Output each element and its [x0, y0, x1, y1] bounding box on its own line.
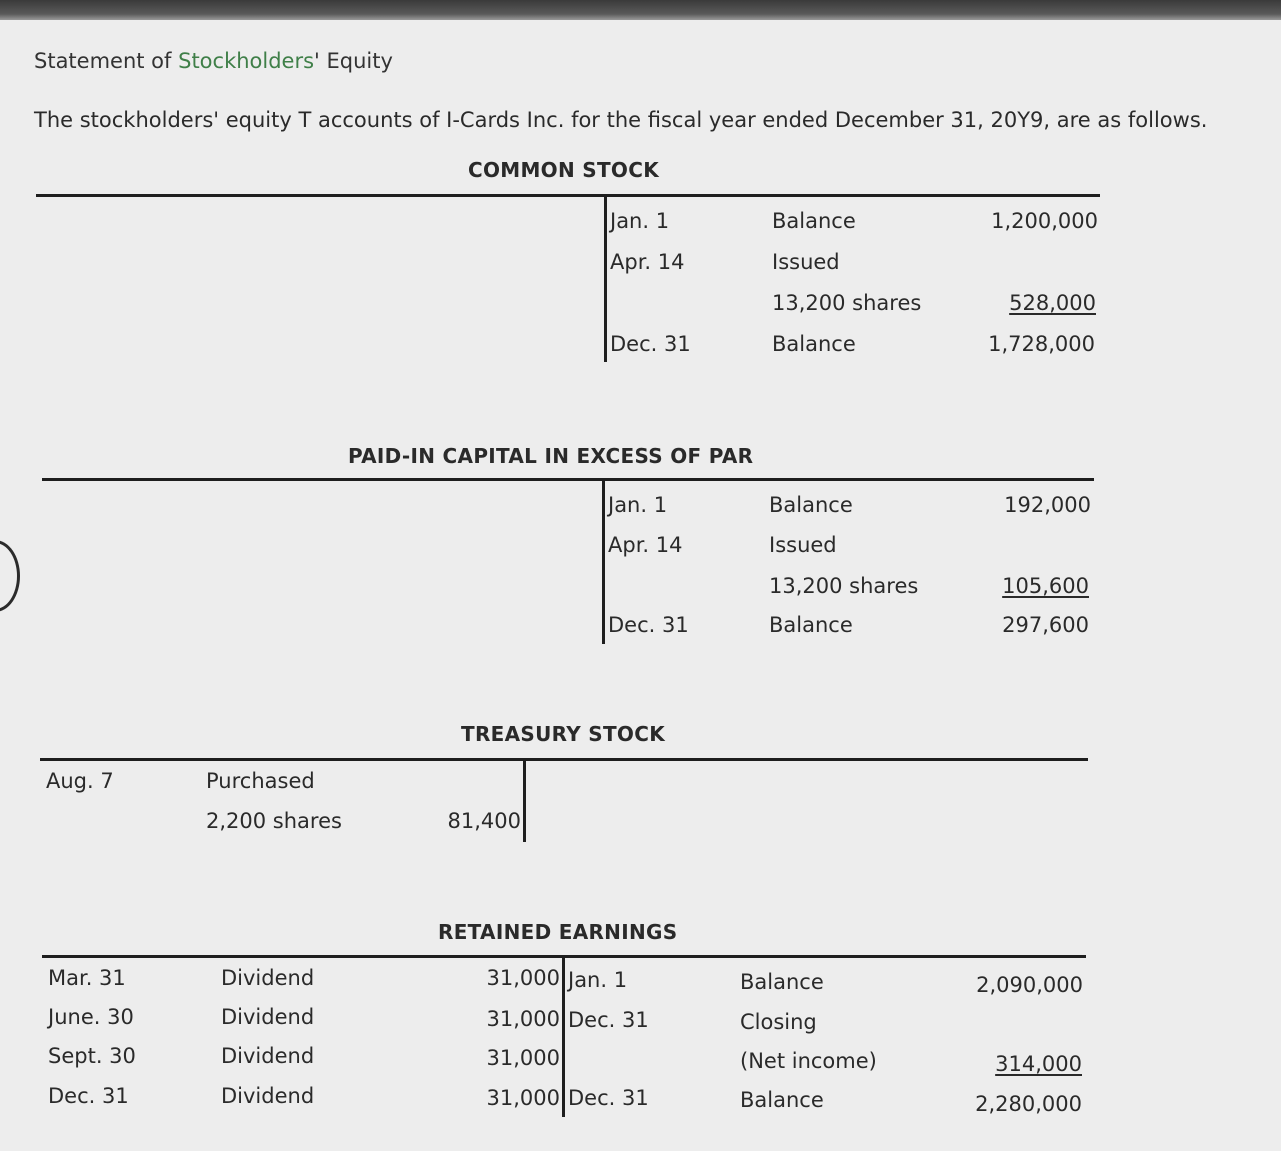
treasury-stock-title: TREASURY STOCK [461, 722, 666, 746]
pic-credit-amount-1: 192,000 [1004, 493, 1091, 517]
ts-debit-desc-2: 2,200 shares [206, 809, 342, 833]
re-debit-desc-1: Dividend [221, 966, 315, 990]
cs-credit-date-2: Apr. 14 [610, 250, 685, 274]
re-credit-desc-1: Balance [740, 970, 824, 994]
paid-in-capital-title: PAID-IN CAPITAL IN EXCESS OF PAR [348, 444, 754, 468]
re-debit-desc-4: Dividend [221, 1084, 315, 1108]
pic-credit-desc-4: Balance [769, 613, 853, 637]
pic-credit-amount-4: 297,600 [1002, 613, 1089, 637]
re-debit-date-2: June. 30 [48, 1005, 134, 1029]
common-stock-title: COMMON STOCK [468, 158, 660, 182]
re-debit-amount-2: 31,000 [486, 1007, 560, 1031]
re-credit-date-4: Dec. 31 [568, 1086, 649, 1110]
pic-credit-desc-1: Balance [769, 493, 853, 517]
heading-prefix: Statement of [34, 49, 179, 73]
cs-credit-date-4: Dec. 31 [610, 332, 691, 356]
treasury-stock-top-line [40, 758, 1088, 761]
top-dark-bar [0, 0, 1281, 20]
pic-credit-desc-3: 13,200 shares [769, 574, 919, 598]
treasury-stock-divider [523, 760, 526, 842]
re-debit-date-1: Mar. 31 [48, 966, 126, 990]
paid-in-capital-top-line [42, 478, 1094, 481]
re-credit-amount-4: 2,280,000 [975, 1092, 1082, 1116]
intro-text: The stockholders' equity T accounts of I-Cards Inc. for the fiscal year ended December 31, 20Y9, are as follows. [34, 108, 1208, 132]
paid-in-capital-divider [602, 478, 605, 644]
cs-credit-desc-3: 13,200 shares [772, 291, 922, 315]
pic-credit-desc-2: Issued [769, 533, 837, 557]
cs-credit-amount-3: 528,000 [1009, 291, 1096, 315]
re-credit-desc-3: (Net income) [740, 1049, 877, 1073]
page-heading [34, 48, 393, 74]
re-credit-amount-3: 314,000 [995, 1052, 1082, 1076]
re-debit-desc-2: Dividend [221, 1005, 315, 1029]
common-stock-top-line [36, 194, 1100, 197]
cs-credit-date-1: Jan. 1 [610, 209, 670, 233]
pic-credit-date-4: Dec. 31 [608, 613, 689, 637]
re-debit-date-3: Sept. 30 [48, 1044, 136, 1068]
ts-debit-amount-2: 81,400 [447, 809, 521, 833]
common-stock-divider [604, 194, 607, 362]
cs-credit-desc-4: Balance [772, 332, 856, 356]
re-debit-amount-4: 31,000 [486, 1086, 560, 1110]
cs-credit-amount-4: 1,728,000 [988, 332, 1095, 356]
re-credit-date-1: Jan. 1 [568, 968, 628, 992]
re-debit-desc-3: Dividend [221, 1044, 315, 1068]
heading-suffix: ' Equity [314, 49, 393, 73]
re-credit-date-2: Dec. 31 [568, 1008, 649, 1032]
pic-credit-date-1: Jan. 1 [608, 493, 668, 517]
pic-credit-date-2: Apr. 14 [608, 533, 683, 557]
re-debit-amount-1: 31,000 [486, 966, 560, 990]
re-debit-amount-3: 31,000 [486, 1046, 560, 1070]
ts-debit-date-1: Aug. 7 [46, 769, 114, 793]
re-debit-date-4: Dec. 31 [48, 1084, 129, 1108]
re-credit-amount-1: 2,090,000 [976, 973, 1083, 997]
re-credit-desc-4: Balance [740, 1088, 824, 1112]
retained-earnings-title: RETAINED EARNINGS [438, 920, 678, 944]
cs-credit-amount-1: 1,200,000 [991, 209, 1098, 233]
heading-accent: Stockholders [178, 49, 315, 73]
pic-credit-amount-3: 105,600 [1002, 574, 1089, 598]
re-credit-desc-2: Closing [740, 1010, 817, 1034]
retained-earnings-divider [562, 957, 565, 1117]
cs-credit-desc-2: Issued [772, 250, 840, 274]
ts-debit-desc-1: Purchased [206, 769, 315, 793]
cs-credit-desc-1: Balance [772, 209, 856, 233]
